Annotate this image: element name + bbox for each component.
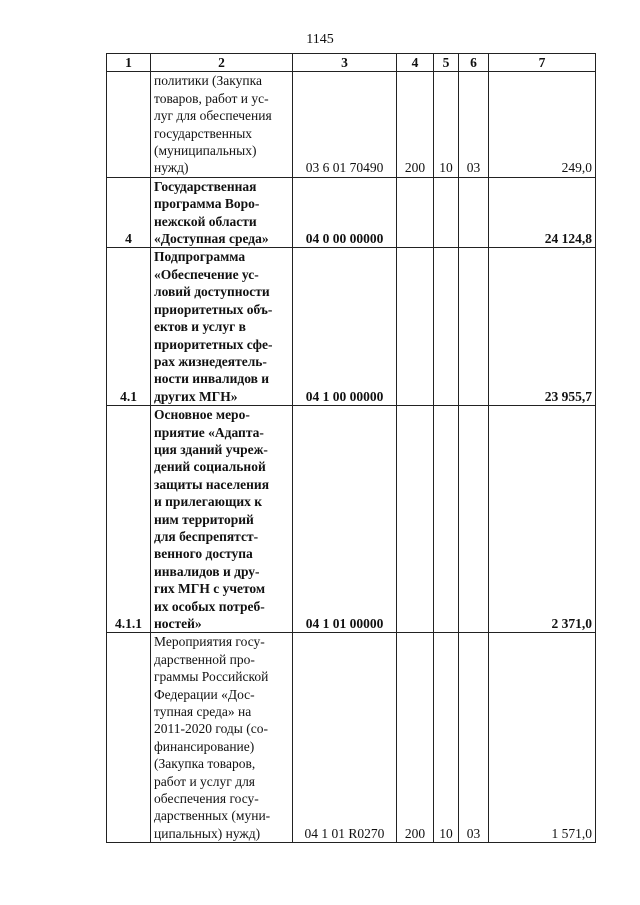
expense-type-code: 200 [397, 72, 434, 177]
table-row [107, 406, 596, 633]
row-name-line: «Обеспечение ус- [154, 266, 259, 282]
row-name-line: программа Воро- [154, 196, 260, 212]
row-name-line: приятие «Адапта- [154, 424, 264, 440]
row-name-line: обеспечения госу- [154, 791, 259, 807]
row-name-line: ция зданий учреж- [154, 441, 268, 457]
section-code [434, 177, 459, 248]
row-amount: 2 371,0 [489, 406, 596, 633]
column-header-5: 5 [434, 54, 459, 72]
page-number: 1145 [306, 32, 334, 47]
row-name [151, 633, 293, 843]
row-name-line: дарственных (муни- [154, 808, 271, 824]
row-name [151, 406, 293, 633]
row-name-line: их особых потреб- [154, 598, 265, 614]
row-name-line: (муниципальных) [154, 143, 257, 159]
target-article-code: 04 1 01 00000 [293, 406, 397, 633]
row-name-line: рах жизнедеятель- [154, 353, 267, 369]
subsection-code [459, 406, 489, 633]
row-name-line: Государственная [154, 178, 257, 194]
table-row [107, 248, 596, 406]
subsection-code [459, 177, 489, 248]
row-name-line: приоритетных объ- [154, 301, 273, 317]
row-amount: 23 955,7 [489, 248, 596, 406]
column-header-2: 2 [151, 54, 293, 72]
row-name-line: инвалидов и дру- [154, 563, 260, 579]
section-code [434, 406, 459, 633]
column-header-7: 7 [489, 54, 596, 72]
row-name-line: «Доступная среда» [154, 231, 269, 247]
row-name-line: товаров, работ и ус- [154, 90, 269, 106]
row-amount: 24 124,8 [489, 177, 596, 248]
row-name-line: защиты населения [154, 476, 270, 492]
row-name-line: финансирование) [154, 738, 255, 754]
row-name-line: других МГН» [154, 388, 238, 404]
row-name-line: дарственной про- [154, 651, 255, 667]
row-name-line: граммы Российской [154, 669, 269, 685]
subsection-code: 03 [459, 72, 489, 177]
expense-type-code [397, 248, 434, 406]
table-row [107, 177, 596, 248]
row-name-line: тупная среда» на [154, 704, 252, 720]
table-header [107, 54, 596, 72]
row-name-line: для беспрепятст- [154, 528, 259, 544]
subsection-code [459, 248, 489, 406]
row-name-line: венного доступа [154, 546, 253, 562]
row-number: 4.1 [107, 248, 151, 406]
row-number: 4 [107, 177, 151, 248]
row-name-line: Подпрограмма [154, 249, 246, 265]
row-name-line: нужд) [154, 160, 189, 176]
row-number [107, 633, 151, 843]
target-article-code: 04 0 00 00000 [293, 177, 397, 248]
table-row [107, 633, 596, 843]
row-name-line: Основное меро- [154, 407, 250, 423]
row-name-line: приоритетных сфе- [154, 336, 273, 352]
row-name-line: (Закупка товаров, [154, 756, 256, 772]
row-name-line: нежской области [154, 213, 257, 229]
row-name-line: ностей» [154, 616, 202, 631]
budget-table [106, 53, 596, 843]
row-name-line: луг для обеспечения [154, 108, 272, 124]
row-name-line: работ и услуг для [154, 773, 256, 789]
section-code: 10 [434, 633, 459, 843]
table-row [107, 72, 596, 177]
subsection-code: 03 [459, 633, 489, 843]
row-number [107, 72, 151, 177]
section-code: 10 [434, 72, 459, 177]
row-amount: 249,0 [489, 72, 596, 177]
row-name-line: ним территорий [154, 511, 254, 527]
column-header-1: 1 [107, 54, 151, 72]
row-name-line: Мероприятия госу- [154, 634, 265, 650]
expense-type-code: 200 [397, 633, 434, 843]
row-name-line: ектов и услуг в [154, 319, 246, 335]
row-name [151, 177, 293, 248]
column-header-3: 3 [293, 54, 397, 72]
expense-type-code [397, 406, 434, 633]
row-name-line: ципальных) нужд) [154, 825, 261, 841]
column-header-6: 6 [459, 54, 489, 72]
row-name-line: ности инвалидов и [154, 371, 270, 387]
target-article-code: 04 1 00 00000 [293, 248, 397, 406]
column-header-4: 4 [397, 54, 434, 72]
row-name-line: Федерации «Дос- [154, 686, 255, 702]
row-name-line: дений социальной [154, 459, 266, 475]
target-article-code: 04 1 01 R0270 [293, 633, 397, 843]
row-name-line: ловий доступности [154, 284, 270, 300]
row-name-line: гих МГН с учетом [154, 581, 266, 597]
row-name-line: политики (Закупка [154, 73, 262, 89]
row-name-line: и прилегающих к [154, 494, 263, 510]
target-article-code: 03 6 01 70490 [293, 72, 397, 177]
row-name-line: 2011-2020 годы (со- [154, 721, 268, 737]
expense-type-code [397, 177, 434, 248]
row-name-line: государственных [154, 125, 253, 141]
row-name [151, 72, 293, 177]
row-amount: 1 571,0 [489, 633, 596, 843]
row-name [151, 248, 293, 406]
table-body [107, 72, 596, 843]
header-row [107, 54, 596, 72]
row-number: 4.1.1 [107, 406, 151, 633]
section-code [434, 248, 459, 406]
